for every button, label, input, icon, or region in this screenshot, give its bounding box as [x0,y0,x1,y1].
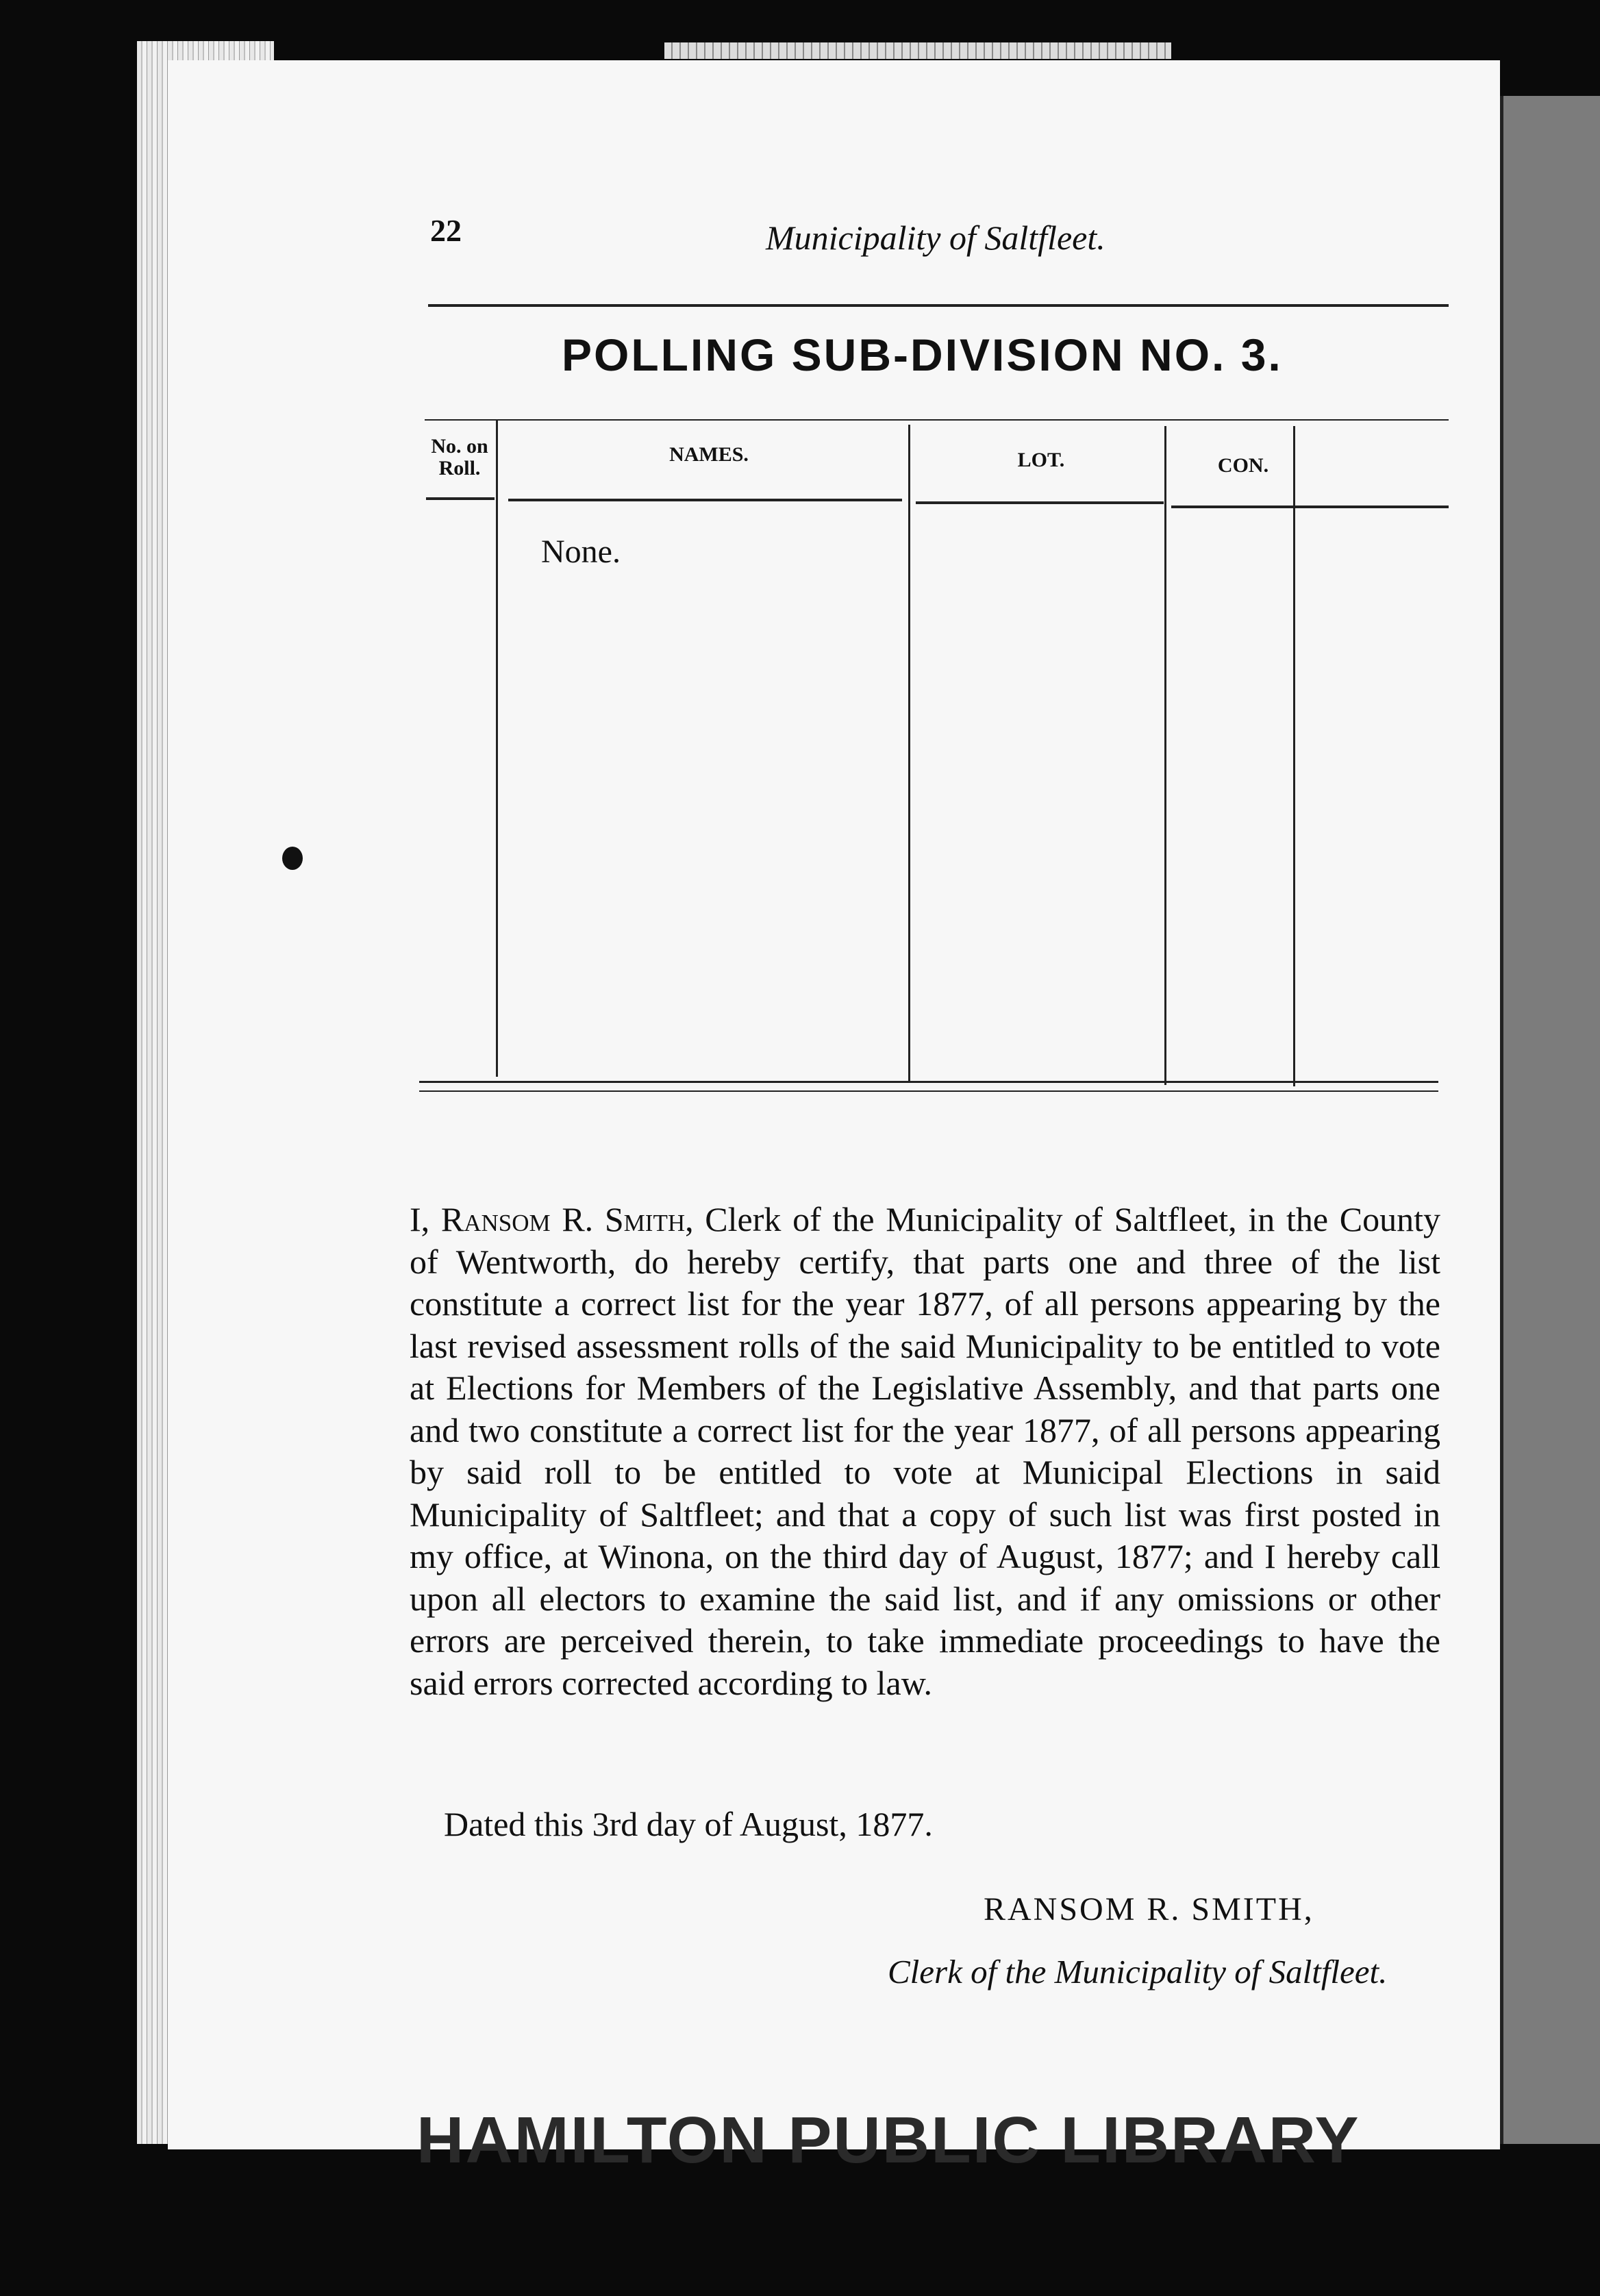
header-underline-con [1171,506,1449,508]
column-header-con: CON. [1217,454,1269,477]
table-bottom-rule [419,1081,1438,1083]
signature-name: RANSOM R. SMITH, [984,1891,1314,1927]
ink-blot [282,847,303,870]
column-header-names: NAMES. [669,443,749,466]
page-number: 22 [430,213,462,248]
certificate-body: Clerk of the Municipality of Saltfleet, in the County of Wentworth, do hereby certify, that parts one and three of the list constitute a correct list for the year 1877, of all persons appearing by the last revised assessment rolls of the said Municipality to be entitled to vote at Elections for Members of the Legislative Assembly, and that parts one and two constitute a correct list for the year 1877, of all persons appearing by said roll to be entitled to vote at Municipal Elections in said Municipality of Saltfleet; and that a copy of such list was first posted in my office, at Winona, on the third day of August, 1877; and I hereby call upon all electors to examine the said list, and if any omissions or other errors are perceived therein, to take immediate proceedings to have the said errors corrected according to law. [410,1200,1440,1702]
certificate-clerk-name: Ransom R. Smith, [440,1200,694,1238]
header-underline-lot [916,501,1164,504]
column-divider-4 [1293,426,1295,1086]
table-bottom-rule-2 [419,1090,1438,1092]
column-divider-3 [1164,426,1166,1085]
running-title: Municipality of Saltfleet. [766,219,1105,257]
names-cell: None. [541,534,621,570]
book-top-edges [664,42,1171,59]
certificate-text [410,1199,1440,1704]
signature-title: Clerk of the Municipality of Saltfleet. [888,1953,1388,1991]
certificate-intro: I, [410,1200,441,1238]
cover-board [1503,96,1600,2144]
library-stamp: HAMILTON PUBLIC LIBRARY [416,2104,1360,2177]
column-header-roll-number: No. on Roll. [431,435,488,479]
column-divider-1 [496,419,498,1077]
column-header-lot: LOT. [1017,449,1065,471]
column-divider-2 [908,425,910,1082]
header-underline-roll [426,497,495,500]
header-rule [428,304,1449,307]
header-underline-names [508,499,902,501]
dated-line: Dated this 3rd day of August, 1877. [444,1805,933,1843]
table-top-rule [425,419,1449,421]
section-title: POLLING SUB-DIVISION NO. 3. [562,329,1283,380]
